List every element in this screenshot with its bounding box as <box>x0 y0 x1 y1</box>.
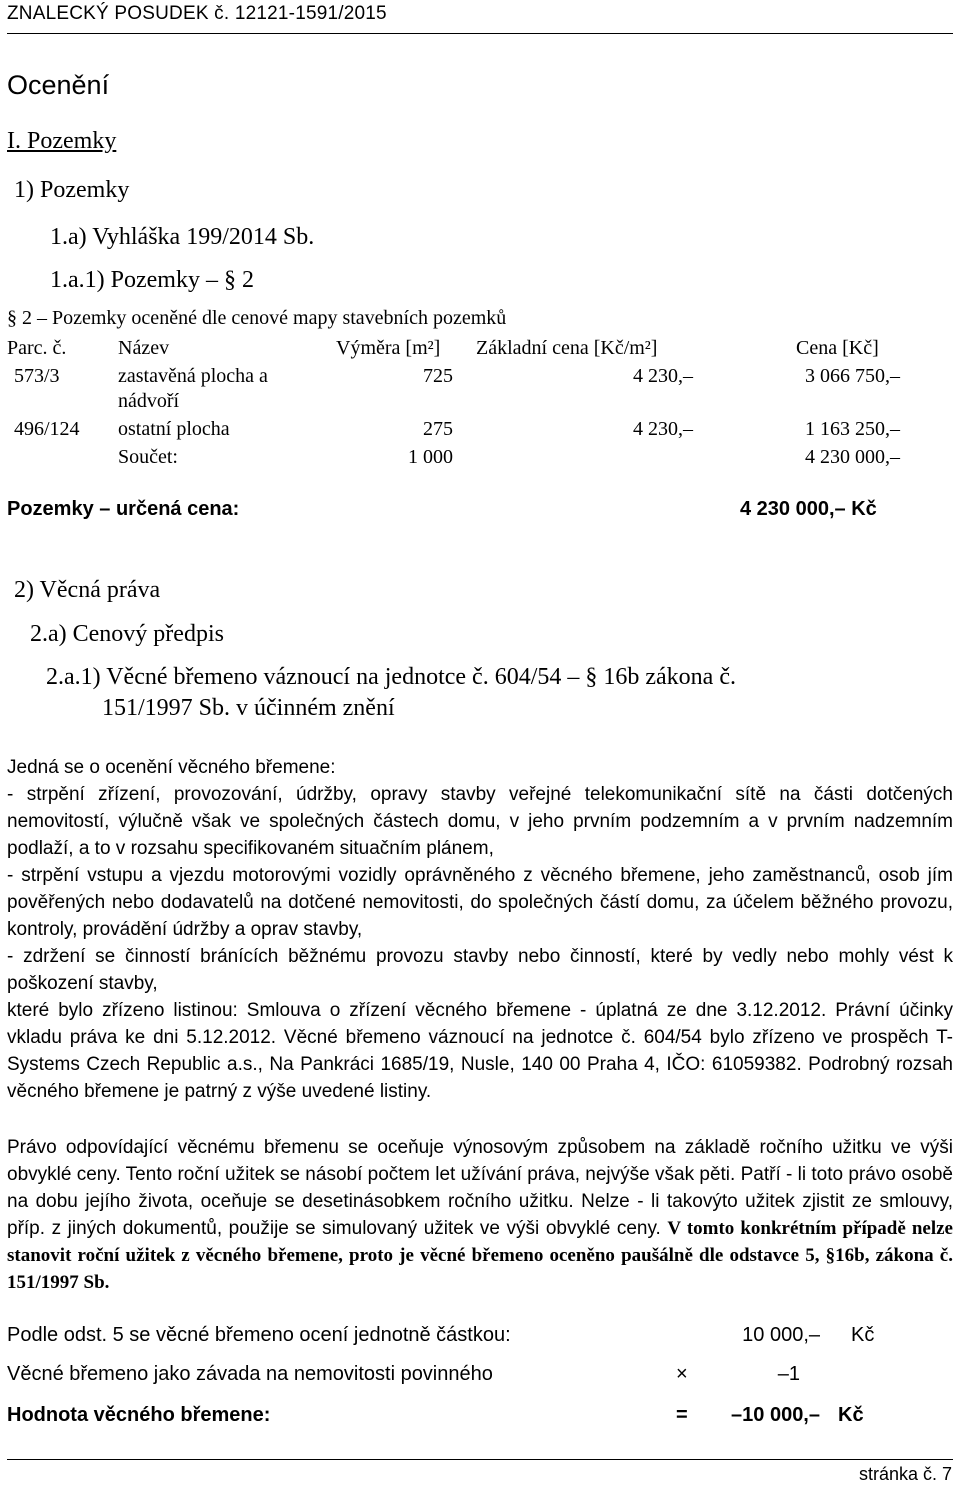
heading-vecne-bremeno-continued: 151/1997 Sb. v účinném znění <box>102 695 395 721</box>
cell-name: zastavěná plocha a <box>118 365 268 387</box>
section-title: Ocenění <box>7 70 110 100</box>
col-header-area: Výměra [m²] <box>336 337 441 359</box>
cell-price: 1 163 250,– <box>805 418 900 440</box>
burden-label: Věcné břemeno jako závada na nemovitosti povinného <box>7 1363 493 1385</box>
valuation-method-text <box>7 1134 953 1296</box>
footer-rule <box>7 1459 953 1460</box>
heading-pozemky: 1) Pozemky <box>14 177 130 203</box>
easement-value-unit: Kč <box>838 1404 864 1426</box>
determined-price-value: 4 230 000,– Kč <box>740 498 877 520</box>
method-conclusion: V tomto konkrétním případě nelze stanovit roční užitek z věcného břemene, proto je věcné břemeno oceněno paušálně dle odstavce 5, §16b, zákona č. 151/1997 Sb. <box>7 1218 953 1293</box>
flat-amount-label: Podle odst. 5 se věcné břemeno ocení jednotně částkou: <box>7 1324 511 1346</box>
flat-amount-unit: Kč <box>851 1324 875 1346</box>
cell-parcel: 573/3 <box>14 365 60 387</box>
easement-value: –10 000,– <box>731 1404 820 1426</box>
multiply-sign: × <box>676 1363 688 1385</box>
paragraph-line: - strpění zřízení, provozování, údržby, opravy stavby veřejné telekomunikační sítě na části dotčených nemovitostí, výlučně však ve společných částech domu, v jeho prvním podzemním a v prvním nadzemním podlaží, a to v rozsahu specifikovaném situačním plánem, <box>7 784 953 859</box>
header-rule <box>7 33 953 34</box>
paragraph-line: - zdržení se činností bránících běžnému provozu stavby nebo činností, které by vedly nebo mohly vést k poškození stavby, <box>7 946 953 994</box>
sum-price: 4 230 000,– <box>805 446 900 468</box>
page-number: stránka č. 7 <box>858 1464 952 1484</box>
flat-amount-value: 10 000,– <box>742 1324 820 1346</box>
col-header-price: Cena [Kč] <box>796 337 879 359</box>
paragraph-line: - strpění vstupu a vjezdu motorovými vozidly oprávněného z věcného břemene, jeho zaměstnanců, osob jím pověřených nebo dodavatelů na dotčené nemovitosti, do společných částí domu, za účelem běžného provozu, kontroly, provádění údržby a oprav stavby, <box>7 865 953 940</box>
easement-description <box>7 754 953 1105</box>
sum-label: Součet: <box>118 446 178 468</box>
cell-name-continued: nádvoří <box>118 390 180 412</box>
cell-price: 3 066 750,– <box>805 365 900 387</box>
sum-area: 1 000 <box>408 446 453 468</box>
cell-base-price: 4 230,– <box>633 365 693 387</box>
cell-base-price: 4 230,– <box>633 418 693 440</box>
equals-sign: = <box>676 1404 688 1426</box>
document-header: ZNALECKÝ POSUDEK č. 12121-1591/2015 <box>7 3 387 24</box>
heading-vecne-bremeno: 2.a.1) Věcné břemeno váznoucí na jednotce č. 604/54 – § 16b zákona č. <box>46 664 736 690</box>
burden-coefficient: –1 <box>777 1363 800 1385</box>
heading-vecna-prava: 2) Věcná práva <box>14 577 161 603</box>
determined-price-label: Pozemky – určená cena: <box>7 498 240 520</box>
col-header-base-price: Základní cena [Kč/m²] <box>476 337 658 359</box>
heading-cenovy-predpis: 2.a) Cenový předpis <box>30 621 224 647</box>
paragraph-line: Jedná se o ocenění věcného břemene: <box>7 757 336 778</box>
cell-area: 725 <box>423 365 453 387</box>
method-text: Právo odpovídající věcnému břemenu se oceňuje výnosovým způsobem na základě ročního užitku ve výši obvyklé ceny. Tento roční užitek se násobí počtem let užívání práva, nejvýše však pěti. Patří - li toto právo osobě na dobu jejího života, oceňuje se desetinásobkem ročního užitku. Nelze - li takovýto užitek zjistit ze smlouvy, příp. z jiných dokumentů, použije se simulovaný užitek ve výši obvyklé ceny. <box>7 1137 953 1239</box>
heading-pozemky-section: I. Pozemky <box>7 128 117 154</box>
heading-vyhlaska: 1.a) Vyhláška 199/2014 Sb. <box>50 224 315 250</box>
paragraph-line: které bylo zřízeno listinou: Smlouva o zřízení věcného břemene - úplatná ze dne 3.12.2012. Právní účinky vkladu práva ke dni 5.12.2012. Věcné břemeno váznoucí na jednotce č. 604/54 bylo zřízeno ve prospěch T-Systems Czech Republic a.s., Na Pankráci 1685/19, Nusle, 140 00 Praha 4, IČO: 61059382. Podrobný rozsah věcného břemene je patrný z výše uvedené listiny. <box>7 1000 953 1102</box>
col-header-parcel: Parc. č. <box>7 337 67 359</box>
col-header-name: Název <box>118 337 170 359</box>
land-list-title: § 2 – Pozemky oceněné dle cenové mapy stavebních pozemků <box>7 307 507 329</box>
cell-parcel: 496/124 <box>14 418 80 440</box>
easement-value-label: Hodnota věcného břemene: <box>7 1404 271 1426</box>
heading-pozemky-par2: 1.a.1) Pozemky – § 2 <box>50 267 254 293</box>
cell-name: ostatní plocha <box>118 418 230 440</box>
cell-area: 275 <box>423 418 453 440</box>
